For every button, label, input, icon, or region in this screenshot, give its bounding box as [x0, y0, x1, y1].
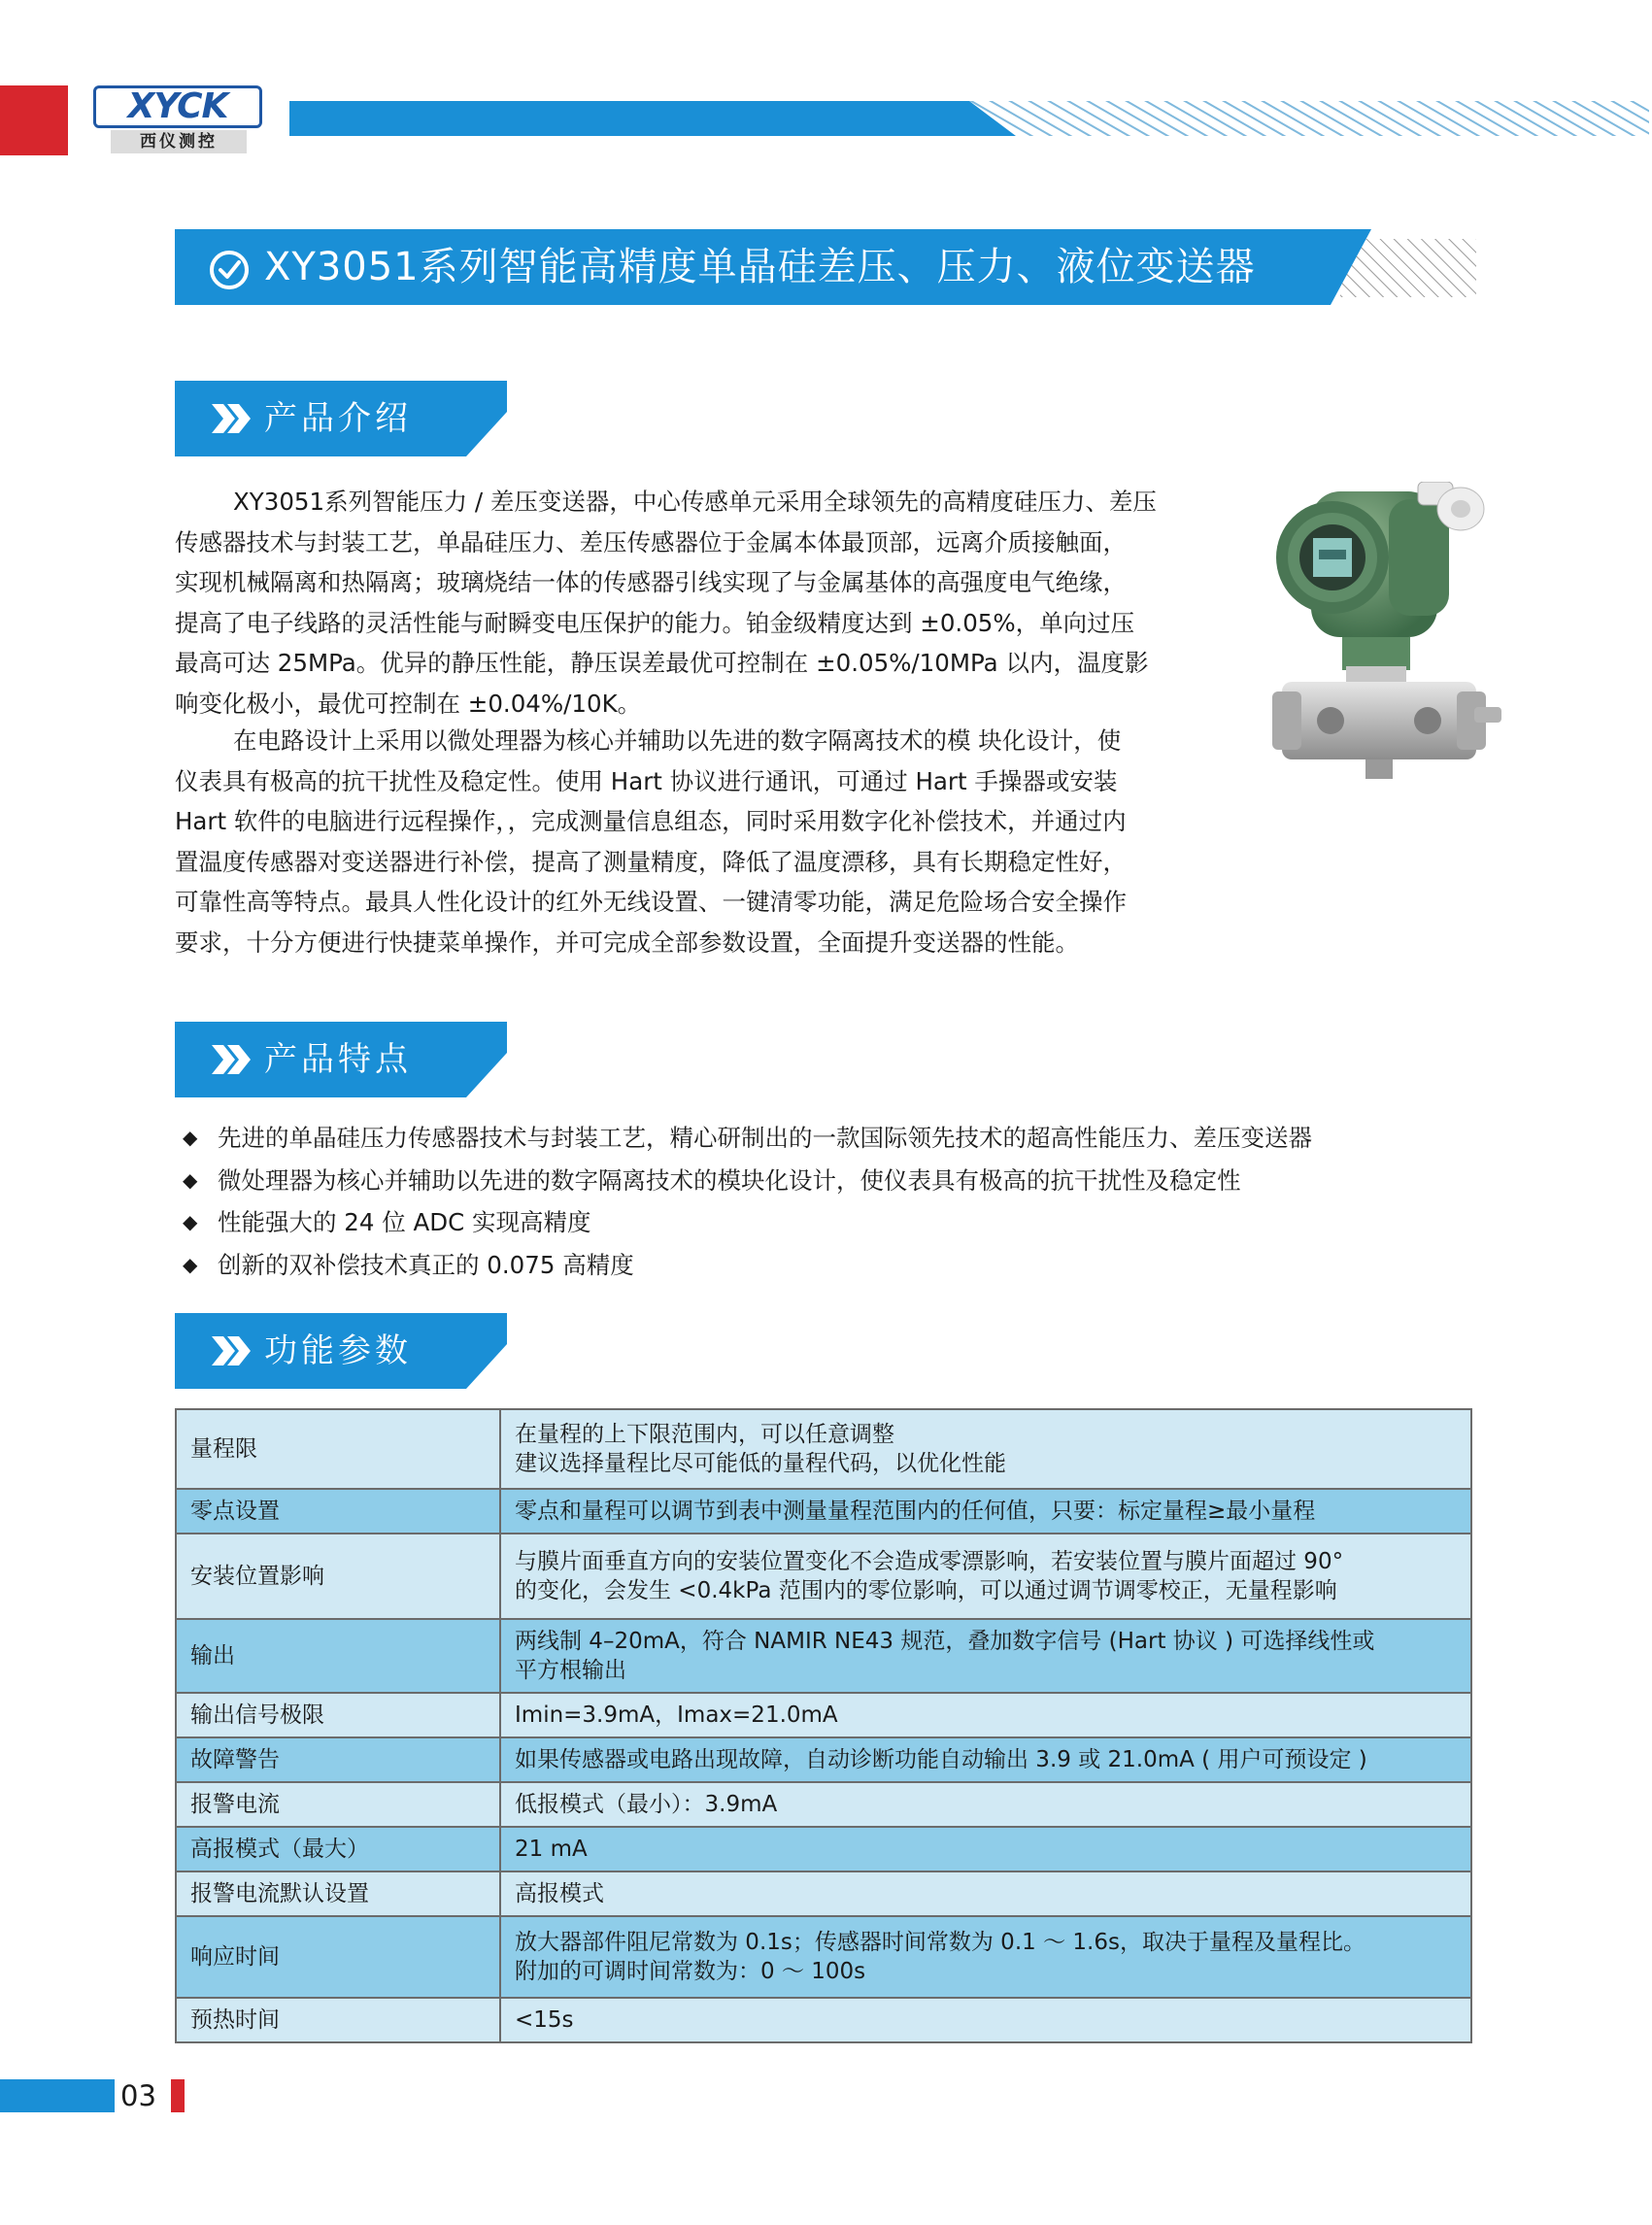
logo-text: XYCK — [127, 86, 228, 126]
text-line: 传感器技术与封装工艺，单晶硅压力、差压传感器位于金属本体最顶部，远离介质接触面， — [175, 527, 1127, 556]
value-line: 建议选择量程比尽可能低的量程代码，以优化性能 — [515, 1451, 1006, 1476]
value-line: 放大器部件阻尼常数为 0.1s；传感器时间常数为 0.1 ～ 1.6s，取决于量程及量程比。 — [515, 1930, 1365, 1955]
header-stripe-bar — [289, 101, 1649, 136]
feature-text: 性能强大的 24 位 ADC 实现高精度 — [218, 1208, 591, 1236]
param-key: 响应时间 — [176, 1916, 500, 1998]
value-line: 平方根输出 — [515, 1658, 626, 1683]
table-row — [176, 1534, 1471, 1619]
table-row — [176, 1871, 1471, 1916]
param-key: 安装位置影响 — [176, 1534, 500, 1619]
list-item — [175, 1160, 1437, 1202]
param-key: 高报模式（最大） — [176, 1827, 500, 1871]
param-value — [500, 1489, 1471, 1534]
text-line: 最高可达 25MPa。优异的静压性能，静压误差最优可控制在 ±0.05%/10MPa 以内，温度影 — [175, 649, 1149, 677]
param-value — [500, 1534, 1471, 1619]
table-row — [176, 1737, 1471, 1782]
diamond-bullet-icon: ◆ — [183, 1252, 198, 1276]
param-value — [500, 1693, 1471, 1737]
table-row — [176, 1693, 1471, 1737]
feature-text: 创新的双补偿技术真正的 0.075 高精度 — [218, 1250, 634, 1279]
table-row — [176, 1619, 1471, 1693]
section-title: 产品特点 — [264, 1040, 412, 1079]
transmitter-product-image — [1272, 482, 1505, 792]
param-value — [500, 1782, 1471, 1827]
value-line: 附加的可调时间常数为：0 ～ 100s — [515, 1959, 866, 1984]
param-key: 报警电流默认设置 — [176, 1871, 500, 1916]
list-item — [175, 1201, 1437, 1244]
list-item — [175, 1117, 1437, 1160]
text-line: 实现机械隔离和热隔离；玻璃烧结一体的传感器引线实现了与金属基体的高强度电气绝缘， — [175, 568, 1127, 596]
gauge-check-icon — [208, 249, 251, 291]
table-row — [176, 1916, 1471, 1998]
diamond-bullet-icon: ◆ — [183, 1167, 198, 1192]
logo-mark — [93, 85, 262, 128]
value-line: 如果传感器或电路出现故障，自动诊断功能自动输出 3.9 或 21.0mA ( 用户可预设定 ) — [515, 1747, 1367, 1772]
page-title: XY3051系列智能高精度单晶硅差压、压力、液位变送器 — [264, 245, 1256, 289]
page-number: 03 — [120, 2079, 156, 2112]
value-line: 高报模式 — [515, 1881, 604, 1906]
param-key: 故障警告 — [176, 1737, 500, 1782]
feature-text: 先进的单晶硅压力传感器技术与封装工艺，精心研制出的一款国际领先技术的超高性能压力、差压变送器 — [218, 1124, 1312, 1152]
table-row — [176, 1998, 1471, 2042]
footer-blue-bar — [0, 2079, 115, 2112]
diamond-bullet-icon: ◆ — [183, 1210, 198, 1233]
section-header-intro — [175, 381, 507, 456]
text-line: 在电路设计上采用以微处理器为核心并辅助以先进的数字隔离技术的模 块化设计，使 — [233, 726, 1122, 755]
list-item — [175, 1244, 1437, 1287]
value-line: 低报模式（最小）：3.9mA — [515, 1792, 778, 1817]
table-row — [176, 1827, 1471, 1871]
table-row — [176, 1409, 1471, 1489]
param-value — [500, 1998, 1471, 2042]
text-line: 提高了电子线路的灵活性能与耐瞬变电压保护的能力。铂金级精度达到 ±0.05%，单向过压 — [175, 608, 1135, 637]
text-line: 仪表具有极高的抗干扰性及稳定性。使用 Hart 协议进行通讯，可通过 Hart 手操器或安装 — [175, 766, 1118, 795]
header-red-block — [0, 85, 68, 155]
section-header-params — [175, 1313, 507, 1389]
param-key: 输出信号极限 — [176, 1693, 500, 1737]
footer-red-mark — [171, 2079, 185, 2112]
param-value — [500, 1916, 1471, 1998]
logo-subtitle: 西仪测控 — [111, 130, 247, 153]
table-row — [176, 1489, 1471, 1534]
text-line: 响变化极小，最优可控制在 ±0.04%/10K。 — [175, 689, 642, 718]
param-key: 预热时间 — [176, 1998, 500, 2042]
param-key: 量程限 — [176, 1409, 500, 1489]
diamond-bullet-icon: ◆ — [183, 1126, 198, 1149]
intro-paragraph-1 — [175, 482, 1243, 724]
feature-text: 微处理器为核心并辅助以先进的数字隔离技术的模块化设计，使仪表具有极高的抗干扰性及稳定性 — [218, 1165, 1241, 1195]
param-value — [500, 1827, 1471, 1871]
intro-paragraph-2 — [175, 721, 1243, 962]
value-line: 两线制 4–20mA，符合 NAMIR NE43 规范，叠加数字信号 (Hart 协议 ) 可选择线性或 — [515, 1629, 1375, 1654]
value-line: Imin=3.9mA，Imax=21.0mA — [515, 1702, 838, 1728]
table-row — [176, 1782, 1471, 1827]
param-key: 报警电流 — [176, 1782, 500, 1827]
value-line: 的变化，会发生 <0.4kPa 范围内的零位影响，可以通过调节调零校正，无量程影响 — [515, 1578, 1337, 1603]
section-title: 功能参数 — [264, 1332, 412, 1370]
value-line: 零点和量程可以调节到表中测量量程范围内的任何值，只要：标定量程≥最小量程 — [515, 1499, 1316, 1524]
double-chevron-icon — [212, 404, 251, 433]
param-value — [500, 1619, 1471, 1693]
section-header-features — [175, 1022, 507, 1097]
value-line: 与膜片面垂直方向的安装位置变化不会造成零漂影响，若安装位置与膜片面超过 90° — [515, 1549, 1344, 1574]
param-value — [500, 1871, 1471, 1916]
text-line: 置温度传感器对变送器进行补偿，提高了测量精度，降低了温度漂移，具有长期稳定性好， — [175, 847, 1127, 876]
param-value — [500, 1409, 1471, 1489]
text-line: 可靠性高等特点。最具人性化设计的红外无线设置、一键清零功能，满足危险场合安全操作 — [175, 888, 1127, 916]
value-line: <15s — [515, 2007, 574, 2033]
text-line: Hart 软件的电脑进行远程操作，，完成测量信息组态，同时采用数字化补偿技术，并通过内 — [175, 807, 1127, 835]
value-line: 21 mA — [515, 1837, 588, 1862]
section-title: 产品介绍 — [264, 399, 412, 438]
brand-logo — [93, 85, 262, 155]
param-key: 零点设置 — [176, 1489, 500, 1534]
main-title-banner — [175, 229, 1476, 305]
text-line: 要求，十分方便进行快捷菜单操作，并可完成全部参数设置，全面提升变送器的性能。 — [175, 927, 1079, 957]
text-line: XY3051系列智能压力 / 差压变送器，中心传感单元采用全球领先的高精度硅压力、差压 — [233, 488, 1157, 516]
double-chevron-icon — [212, 1336, 251, 1365]
feature-list — [175, 1117, 1437, 1286]
param-key: 输出 — [176, 1619, 500, 1693]
spec-table — [175, 1408, 1472, 2043]
value-line: 在量程的上下限范围内，可以任意调整 — [515, 1422, 894, 1447]
param-value — [500, 1737, 1471, 1782]
double-chevron-icon — [212, 1045, 251, 1074]
